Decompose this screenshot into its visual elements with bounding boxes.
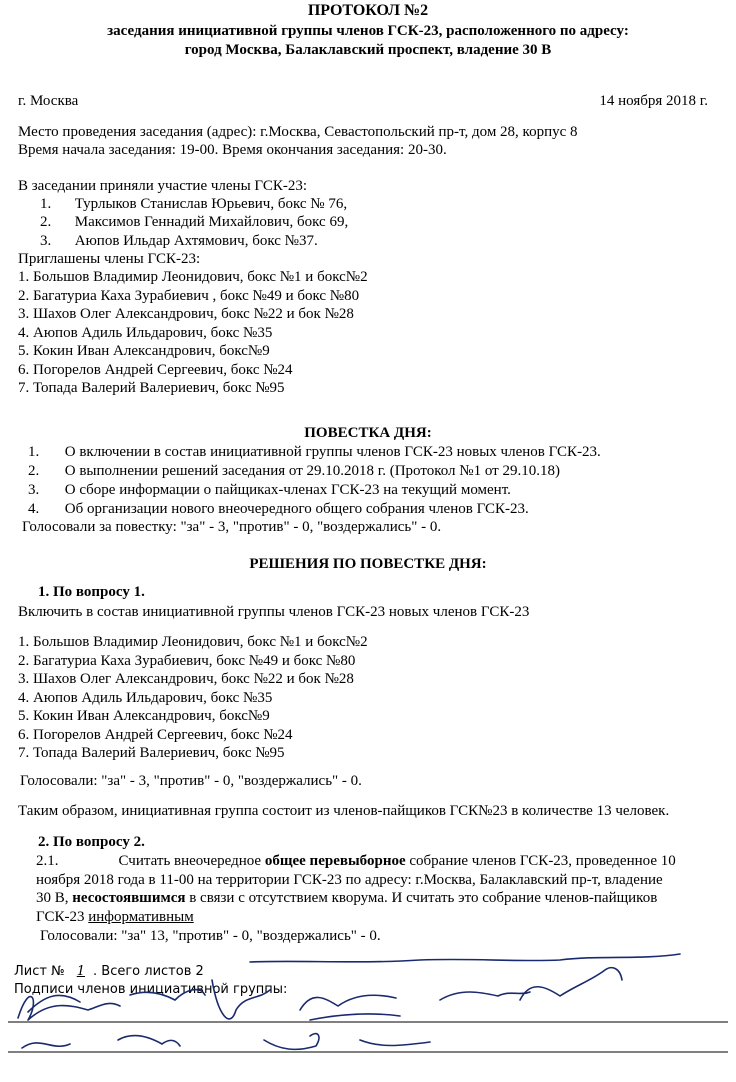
- q1-list-item: 1. Большов Владимир Леонидович, бокс №1 и бокс№2: [18, 634, 368, 650]
- meeting-place: Место проведения заседания (адрес): г.Москва, Севастопольский пр-т, дом 28, корпус 8: [18, 124, 578, 140]
- question-2-line-2: ноября 2018 года в 11-00 на территории ГСК-23 по адресу: г.Москва, Балаклавский пр-т, владение: [36, 872, 663, 888]
- sheet-label: Лист №: [14, 964, 69, 979]
- question-1-title: 1. По вопросу 1.: [38, 584, 145, 600]
- agenda-title: ПОВЕСТКА ДНЯ:: [304, 425, 432, 441]
- agenda-text: О включении в состав инициативной группы членов ГСК-23 новых членов ГСК-23.: [64, 444, 601, 460]
- page-title: ПРОТОКОЛ №2: [307, 2, 429, 19]
- page-subtitle-1: заседания инициативной группы членов ГСК-23, расположенного по адресу:: [107, 23, 629, 39]
- invited-item: 3. Шахов Олег Александрович, бокс №22 и бок №28: [18, 306, 354, 322]
- q2-text: в связи с отсутствием кворума. И считать это собрание членов-пайщиков: [185, 890, 658, 906]
- participant-number: 1.: [40, 196, 52, 212]
- question-2-title: 2. По вопросу 2.: [38, 834, 145, 850]
- invited-intro: Приглашены члены ГСК-23:: [18, 251, 201, 267]
- invited-item: 6. Погорелов Андрей Сергеевич, бокс №24: [18, 362, 293, 378]
- q1-list-item: 5. Кокин Иван Александрович, бокс№9: [18, 708, 270, 724]
- question-2-vote: Голосовали: "за" 13, "против" - 0, "воздержались" - 0.: [40, 928, 381, 944]
- agenda-item: [28, 462, 560, 481]
- question-2-line-1: [36, 852, 676, 871]
- page-subtitle-2: город Москва, Балаклавский проспект, владение 30 В: [184, 42, 552, 58]
- invited-item: 1. Большов Владимир Леонидович, бокс №1 и бокс№2: [18, 269, 368, 285]
- invited-item: 2. Багатуриа Каха Зурабиевич , бокс №49 и бокс №80: [18, 288, 360, 304]
- agenda-number: 4.: [28, 501, 40, 517]
- agenda-text: О выполнении решений заседания от 29.10.2018 г. (Протокол №1 от 29.10.18): [64, 463, 560, 479]
- handwritten-signatures: [0, 940, 736, 1082]
- participant-item: [40, 213, 348, 232]
- document-date: 14 ноября 2018 г.: [599, 93, 708, 109]
- invited-item: 4. Аюпов Адиль Ильдарович, бокс №35: [18, 325, 273, 341]
- q2-text: ГСК-23: [36, 909, 89, 925]
- place-city: г. Москва: [18, 93, 79, 109]
- q2-bold-text: несостоявшимся: [72, 890, 186, 906]
- q2-text: Считать внеочередное: [118, 853, 265, 869]
- q2-number: 2.1.: [36, 853, 59, 869]
- q1-list-item: 6. Погорелов Андрей Сергеевич, бокс №24: [18, 727, 293, 743]
- agenda-number: 3.: [28, 482, 40, 498]
- place-date-row: [18, 92, 708, 111]
- agenda-item: [28, 481, 511, 500]
- participant-item: [40, 232, 318, 251]
- sheet-total: 2: [195, 964, 204, 979]
- participant-text: Аюпов Ильдар Ахтямович, бокс №37.: [74, 233, 318, 249]
- question-2-line-3: [36, 889, 657, 908]
- participant-text: Максимов Геннадий Михайлович, бокс 69,: [74, 214, 349, 230]
- participant-number: 2.: [40, 214, 52, 230]
- participant-item: [40, 195, 347, 214]
- q2-underlined-text: информативным: [88, 909, 194, 925]
- q1-list-item: 2. Багатуриа Каха Зурабиевич, бокс №49 и бокс №80: [18, 653, 356, 669]
- q1-list-item: 3. Шахов Олег Александрович, бокс №22 и бок №28: [18, 671, 354, 687]
- q2-text: собрание членов ГСК-23, проведенное 10: [405, 853, 676, 869]
- agenda-number: 2.: [28, 463, 40, 479]
- agenda-text: О сборе информации о пайщиках-членах ГСК-23 на текущий момент.: [64, 482, 511, 498]
- question-1-summary: Таким образом, инициативная группа состоит из членов-пайщиков ГСК№23 в количестве 13 человек.: [18, 803, 670, 819]
- question-1-vote: Голосовали: "за" - 3, "против" - 0, "воздержались" - 0.: [20, 773, 362, 789]
- participant-text: Турлыков Станислав Юрьевич, бокс № 76,: [74, 196, 348, 212]
- q1-list-item: 7. Топада Валерий Валериевич, бокс №95: [18, 745, 285, 761]
- question-1-text: Включить в состав инициативной группы членов ГСК-23 новых членов ГСК-23: [18, 604, 530, 620]
- sheet-number: 1: [76, 964, 86, 979]
- q1-list-item: 4. Аюпов Адиль Ильдарович, бокс №35: [18, 690, 273, 706]
- participant-number: 3.: [40, 233, 52, 249]
- q2-bold-text: общее перевыборное: [264, 853, 406, 869]
- participants-intro: В заседании приняли участие члены ГСК-23:: [18, 178, 308, 194]
- decisions-title: РЕШЕНИЯ ПО ПОВЕСТКЕ ДНЯ:: [249, 556, 487, 572]
- meeting-time: Время начала заседания: 19-00. Время окончания заседания: 20-30.: [18, 142, 447, 158]
- signatures-label: Подписи членов инициативной группы:: [14, 982, 288, 997]
- sheet-total-label: . Всего листов: [93, 964, 196, 979]
- agenda-text: Об организации нового внеочередного общего собрания членов ГСК-23.: [64, 501, 529, 517]
- invited-item: 7. Топада Валерий Валериевич, бокс №95: [18, 380, 285, 396]
- invited-item: 5. Кокин Иван Александрович, бокс№9: [18, 343, 270, 359]
- agenda-number: 1.: [28, 444, 40, 460]
- agenda-item: [28, 443, 601, 462]
- q2-text: 30 В,: [36, 890, 73, 906]
- agenda-item: [28, 500, 529, 519]
- question-2-line-4: [36, 908, 194, 927]
- agenda-vote: Голосовали за повестку: "за" - 3, "против" - 0, "воздержались" - 0.: [22, 519, 442, 535]
